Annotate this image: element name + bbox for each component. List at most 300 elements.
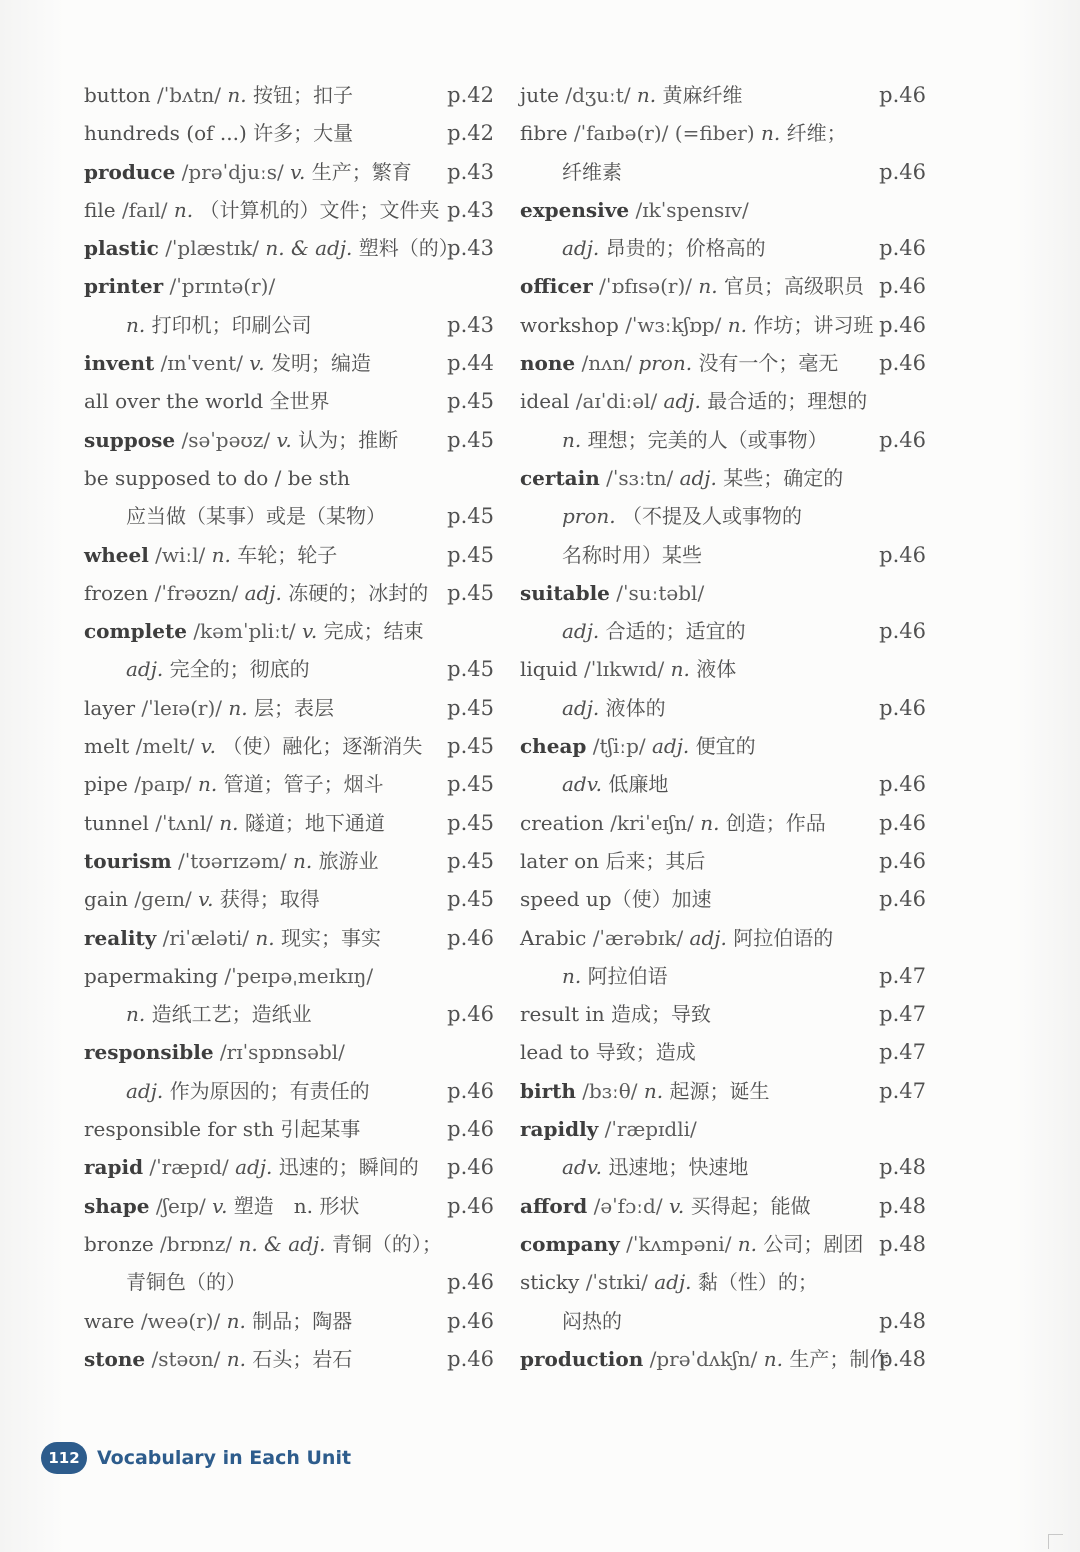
headword: file [84, 197, 116, 222]
phonetic: /ˈlɪkwɪd/ [584, 657, 665, 682]
page-reference: p.46 [879, 542, 926, 567]
vocab-entry [520, 306, 926, 344]
entry-text [562, 765, 668, 803]
vocab-entry [520, 459, 926, 497]
entry-text [562, 153, 622, 191]
part-of-speech: adj. [562, 695, 600, 720]
page-reference: p.46 [447, 1270, 494, 1295]
phonetic: /ʃeɪp/ [155, 1193, 206, 1218]
page-reference: p.46 [879, 810, 926, 835]
vocab-entry [84, 650, 494, 688]
headword: liquid [520, 657, 578, 682]
headword: plastic [84, 236, 159, 261]
part-of-speech: n. & adj. [238, 1231, 326, 1256]
vocab-entry [520, 1187, 926, 1225]
entry-phrase: lead to 导致；造成 [520, 1040, 696, 1065]
phonetic: /ˈbʌtn/ [157, 83, 222, 107]
page-reference: p.46 [879, 887, 926, 912]
headword: cheap [520, 734, 587, 759]
vocab-entry [520, 995, 926, 1033]
definition: 管道；管子；烟斗 [223, 772, 384, 797]
headword: frozen [84, 580, 149, 605]
definition: 车轮；轮子 [237, 542, 338, 567]
page-reference: p.44 [447, 351, 494, 376]
headword: melt [84, 734, 130, 759]
entry-phrase: be supposed to do / be sth [84, 465, 350, 490]
definition: 液体 [696, 657, 737, 682]
headword: tourism [84, 848, 172, 873]
page-reference: p.45 [447, 504, 494, 529]
entry-text [520, 1072, 769, 1110]
phonetic: /ɪnˈvent/ [160, 351, 243, 376]
part-of-speech: adj. [562, 619, 600, 644]
definition: 液体的 [605, 695, 666, 720]
page-reference: p.46 [447, 1117, 494, 1142]
vocab-entry [520, 1148, 926, 1186]
headword: bronze [84, 1231, 154, 1256]
entry-text [520, 1033, 696, 1071]
crop-mark [1048, 1534, 1063, 1549]
vocab-entry [520, 804, 926, 842]
vocab-entry [84, 191, 494, 229]
part-of-speech: v. [249, 351, 265, 376]
entry-text [84, 421, 398, 459]
definition: 发明；编造 [270, 351, 371, 376]
entry-text [126, 1072, 370, 1110]
vocab-entry [520, 153, 926, 191]
entry-phrase: 应当做（某事）或是（某物） [126, 504, 386, 529]
headword: papermaking [84, 963, 219, 988]
part-of-speech: n. [727, 312, 747, 337]
vocab-entry [84, 1072, 494, 1110]
page-reference: p.46 [879, 312, 926, 337]
phonetic: /əˈfɔːd/ [593, 1193, 663, 1218]
vocab-entry [520, 1302, 926, 1340]
entry-text [520, 727, 756, 765]
definition: 最合适的；理想的 [707, 389, 868, 414]
vocab-entry [520, 1110, 926, 1148]
page-reference: p.45 [447, 542, 494, 567]
vocab-entry [84, 727, 494, 765]
vocab-entry [84, 574, 494, 612]
headword: printer [84, 274, 164, 299]
entry-phrase: responsible for sth 引起某事 [84, 1117, 361, 1142]
vocab-entry [84, 1148, 494, 1186]
definition: 官员；高级职员 [723, 274, 864, 299]
definition: 买得起；能做 [690, 1193, 811, 1218]
headword: jute [520, 83, 559, 107]
definition: 完全的；彻底的 [169, 657, 310, 682]
headword: rapid [84, 1155, 144, 1180]
definition: 作坊；讲习班 [753, 312, 874, 337]
phonetic: /ˈstɪki/ [585, 1270, 648, 1295]
entry-text [84, 1110, 360, 1148]
part-of-speech: adj. [689, 925, 727, 950]
definition: 阿拉伯语的 [733, 925, 834, 950]
part-of-speech: pron. [638, 351, 693, 376]
phonetic: /kriˈeɪʃn/ [610, 810, 694, 835]
page-reference: p.46 [879, 848, 926, 873]
part-of-speech: adj. [679, 465, 717, 490]
part-of-speech: v. [290, 159, 306, 184]
phonetic: /ˈleɪə(r)/ [141, 695, 222, 720]
entry-text [562, 612, 746, 650]
entry-text [520, 842, 705, 880]
part-of-speech: n. [700, 810, 720, 835]
definition: （使）融化；逐渐消失 [222, 734, 423, 759]
page-reference: p.42 [447, 121, 494, 146]
part-of-speech: n. [562, 963, 582, 988]
definition: 某些；确定的 [723, 465, 844, 490]
entry-text [84, 76, 353, 114]
headword: layer [84, 695, 136, 720]
vocab-entry [520, 727, 926, 765]
entry-text [126, 1263, 246, 1301]
entry-text [520, 650, 736, 688]
definition: 塑造 n. 形状 [233, 1193, 360, 1218]
phonetic: /ˈtʌnl/ [155, 810, 213, 835]
entry-text [84, 153, 412, 191]
vocab-entry [84, 344, 494, 382]
page-reference: p.46 [879, 772, 926, 797]
entry-phrase: result in 造成；导致 [520, 1002, 711, 1027]
page-reference: p.45 [447, 657, 494, 682]
definition: 打印机；印刷公司 [151, 312, 312, 337]
entry-phrase: 纤维素 [562, 159, 622, 184]
page-reference: p.46 [447, 1193, 494, 1218]
part-of-speech: n. [737, 1231, 758, 1256]
part-of-speech: v. [200, 734, 216, 759]
definition: 昂贵的；价格高的 [605, 236, 766, 261]
entry-text [520, 919, 833, 957]
phonetic: /prəˈdjuːs/ [181, 159, 284, 184]
part-of-speech: n. [670, 657, 690, 682]
part-of-speech: adj. [235, 1155, 273, 1180]
part-of-speech: n. [126, 312, 146, 337]
part-of-speech: v. [198, 887, 214, 912]
headword: production [520, 1346, 644, 1371]
entry-text [84, 382, 330, 420]
entry-text [84, 459, 350, 497]
definition: 生产；制作 [789, 1346, 890, 1371]
entry-text [126, 995, 312, 1033]
entry-text [562, 421, 828, 459]
vocab-entry [520, 536, 926, 574]
headword: suitable [520, 580, 610, 605]
vocab-entry [84, 765, 494, 803]
headword: officer [520, 274, 593, 299]
vocab-entry [520, 344, 926, 382]
vocab-entry [84, 842, 494, 880]
part-of-speech: n. [226, 1346, 246, 1371]
entry-phrase: later on 后来；其后 [520, 848, 706, 873]
headword: rapidly [520, 1117, 599, 1142]
vocab-entry [520, 1072, 926, 1110]
page-reference: p.48 [879, 1308, 926, 1333]
vocabulary-column-right [520, 76, 926, 1378]
phonetic: /kəmˈpliːt/ [193, 619, 296, 644]
vocab-entry [84, 689, 494, 727]
vocab-entry [520, 114, 926, 152]
definition: 迅速的；瞬间的 [278, 1155, 419, 1180]
definition: 现实；事实 [281, 925, 382, 950]
headword: afford [520, 1193, 588, 1218]
headword: workshop [520, 312, 619, 337]
vocab-entry [520, 1033, 926, 1071]
part-of-speech: adj. [562, 236, 600, 261]
vocab-entry [84, 153, 494, 191]
page-reference: p.46 [447, 1155, 494, 1180]
phonetic: /ˈɒfɪsə(r)/ [599, 274, 692, 299]
definition: 迅速地；快速地 [608, 1155, 749, 1180]
page-reference: p.45 [447, 810, 494, 835]
phonetic: /paɪp/ [134, 772, 192, 797]
page-reference: p.46 [447, 1078, 494, 1103]
page-footer [41, 1440, 351, 1476]
part-of-speech: n. & adj. [265, 236, 353, 261]
phonetic: /dʒuːt/ [565, 83, 631, 107]
phonetic: /ˈfrəʊzn/ [154, 580, 239, 605]
part-of-speech: n. [292, 848, 313, 873]
page-reference: p.43 [447, 312, 494, 337]
vocab-entry [84, 76, 494, 114]
entry-text [126, 650, 310, 688]
phonetic: /ˈsɜːtn/ [606, 465, 674, 490]
entry-text [84, 1225, 442, 1263]
vocab-entry [84, 880, 494, 918]
part-of-speech: n. [763, 1346, 783, 1371]
headword: gain [84, 887, 129, 912]
entry-text [84, 1187, 359, 1225]
vocab-entry [84, 919, 494, 957]
entry-phrase: 名称时用）某些 [562, 542, 702, 567]
headword: complete [84, 619, 187, 644]
definition: 石头；岩石 [252, 1346, 353, 1371]
page-reference: p.46 [447, 1346, 494, 1371]
part-of-speech: adj. [654, 1270, 692, 1295]
phonetic: /nʌn/ [581, 351, 633, 376]
page-reference: p.45 [447, 772, 494, 797]
phonetic: /ɡeɪn/ [134, 887, 192, 912]
page-reference: p.46 [447, 925, 494, 950]
headword: wheel [84, 542, 149, 567]
entry-text [520, 459, 843, 497]
headword: invent [84, 351, 155, 376]
definition: 黄麻纤维 [662, 83, 743, 107]
headword: none [520, 351, 576, 376]
definition: 认为；推断 [298, 427, 399, 452]
page-number-badge: 112 [41, 1442, 87, 1474]
definition: 创造；作品 [725, 810, 826, 835]
entry-text [562, 536, 702, 574]
definition: 制品；陶器 [252, 1308, 353, 1333]
entry-text [520, 1187, 811, 1225]
entry-text [84, 1340, 352, 1378]
page-reference: p.46 [879, 351, 926, 376]
page-reference: p.48 [879, 1155, 926, 1180]
part-of-speech: n. [761, 121, 781, 146]
part-of-speech: adj. [652, 734, 690, 759]
vocab-entry [520, 497, 926, 535]
definition: 隧道；地下通道 [244, 810, 385, 835]
definition: 阿拉伯语 [587, 963, 668, 988]
entry-text [562, 957, 668, 995]
headword: Arabic [520, 925, 587, 950]
page-reference: p.42 [447, 83, 494, 107]
entry-text [520, 1110, 697, 1148]
entry-phrase: hundreds (of ...) 许多；大量 [84, 121, 354, 146]
footer-title: Vocabulary in Each Unit [97, 1447, 352, 1469]
entry-text [84, 612, 424, 650]
headword: produce [84, 159, 176, 184]
phonetic: /brɒnz/ [160, 1231, 233, 1256]
vocab-entry [84, 306, 494, 344]
entry-phrase: all over the world 全世界 [84, 389, 330, 414]
part-of-speech: v. [212, 1193, 228, 1218]
phonetic: /riˈæləti/ [162, 925, 250, 950]
part-of-speech: adj. [126, 1078, 164, 1103]
headword: shape [84, 1193, 150, 1218]
part-of-speech: v. [301, 619, 318, 644]
phonetic: /wiːl/ [155, 542, 206, 567]
page-reference: p.45 [447, 887, 494, 912]
vocab-entry [84, 1033, 494, 1071]
entry-text [520, 382, 867, 420]
part-of-speech: n. [197, 772, 218, 797]
definition: 作为原因的；有责任的 [169, 1078, 370, 1103]
page-reference: p.45 [447, 695, 494, 720]
phonetic: /tʃiːp/ [592, 734, 646, 759]
page-reference: p.43 [447, 159, 494, 184]
vocab-entry [520, 765, 926, 803]
page-reference: p.46 [879, 695, 926, 720]
entry-text [520, 114, 847, 152]
definition: 纤维； [786, 121, 847, 146]
entry-text [520, 804, 826, 842]
headword: company [520, 1231, 620, 1256]
phonetic: /ˈprɪntə(r)/ [169, 274, 276, 299]
phonetic: /melt/ [135, 734, 195, 759]
part-of-speech: adj. [126, 657, 164, 682]
entry-text [84, 957, 373, 995]
definition: 造纸工艺；造纸业 [151, 1002, 312, 1027]
entry-text [84, 536, 337, 574]
page-reference: p.45 [447, 848, 494, 873]
phonetic: /səˈpəʊz/ [181, 427, 271, 452]
entry-text [84, 574, 428, 612]
phonetic: /stəʊn/ [151, 1346, 221, 1371]
part-of-speech: n. [643, 1078, 664, 1103]
phonetic: /ˈkʌmpəni/ [626, 1231, 732, 1256]
entry-text [84, 229, 459, 267]
part-of-speech: n. [211, 542, 231, 567]
phonetic: /ˈfaɪbə(r)/ (=fiber) [573, 121, 755, 146]
entry-text [84, 1302, 352, 1340]
vocab-entry [84, 995, 494, 1033]
page-reference: p.47 [879, 1078, 926, 1103]
phonetic: /ˈtʊərɪzəm/ [178, 848, 287, 873]
vocab-entry [84, 382, 494, 420]
entry-text [520, 306, 873, 344]
vocab-entry [84, 459, 494, 497]
phonetic: /rɪˈspɒnsəbl/ [219, 1040, 345, 1065]
part-of-speech: n. [698, 274, 718, 299]
page-reference: p.46 [879, 427, 926, 452]
headword: stone [84, 1346, 146, 1371]
page-reference: p.45 [447, 427, 494, 452]
vocab-entry [84, 1187, 494, 1225]
definition: 便宜的 [695, 734, 756, 759]
entry-text [84, 689, 334, 727]
entry-phrase: 青铜色（的） [126, 1270, 246, 1295]
page-reference: p.46 [879, 619, 926, 644]
entry-phrase: 闷热的 [562, 1308, 622, 1333]
part-of-speech: adj. [244, 580, 282, 605]
phonetic: /bɜːθ/ [582, 1078, 638, 1103]
entry-text [520, 995, 711, 1033]
page-reference: p.47 [879, 1040, 926, 1065]
definition: 公司；剧团 [763, 1231, 864, 1256]
page-reference: p.48 [879, 1346, 926, 1371]
definition: 冻硬的；冰封的 [288, 580, 429, 605]
phonetic: /ˈsuːtəbl/ [616, 580, 705, 605]
definition: 层；表层 [253, 695, 334, 720]
entry-text [84, 727, 422, 765]
headword: birth [520, 1078, 576, 1103]
entry-text [84, 267, 275, 305]
vocab-entry [84, 612, 494, 650]
phonetic: /prəˈdʌkʃn/ [649, 1346, 758, 1371]
headword: ware [84, 1308, 135, 1333]
part-of-speech: v. [668, 1193, 685, 1218]
part-of-speech: n. [255, 925, 275, 950]
headword: responsible [84, 1040, 214, 1065]
vocab-entry [520, 919, 926, 957]
entry-text [520, 191, 749, 229]
definition: （不提及人或事物的 [622, 504, 803, 529]
entry-text [84, 919, 381, 957]
page-reference: p.48 [879, 1231, 926, 1256]
vocab-entry [520, 191, 926, 229]
vocab-entry [84, 957, 494, 995]
phonetic: /aɪˈdiːəl/ [575, 389, 658, 414]
entry-text [520, 880, 712, 918]
vocab-entry [520, 612, 926, 650]
page-reference: p.43 [447, 197, 494, 222]
phonetic: /ˈwɜːkʃɒp/ [625, 312, 722, 337]
vocab-entry [84, 1225, 494, 1263]
entry-text [84, 191, 440, 229]
headword: fibre [520, 121, 568, 146]
headword: suppose [84, 427, 176, 452]
page-reference: p.45 [447, 389, 494, 414]
entry-text [562, 1148, 748, 1186]
vocab-entry [520, 1225, 926, 1263]
vocabulary-column-left [84, 76, 494, 1378]
entry-text [562, 497, 802, 535]
definition: 低廉地 [608, 772, 669, 797]
entry-text [520, 1340, 889, 1378]
vocab-entry [520, 957, 926, 995]
page-reference: p.47 [879, 1002, 926, 1027]
headword: creation [520, 810, 604, 835]
definition: 青铜（的）； [331, 1231, 442, 1256]
definition: 按钮；扣子 [253, 83, 354, 107]
part-of-speech: adv. [562, 1155, 603, 1180]
headword: button [84, 83, 151, 107]
definition: 完成；结束 [323, 619, 424, 644]
headword: pipe [84, 772, 128, 797]
